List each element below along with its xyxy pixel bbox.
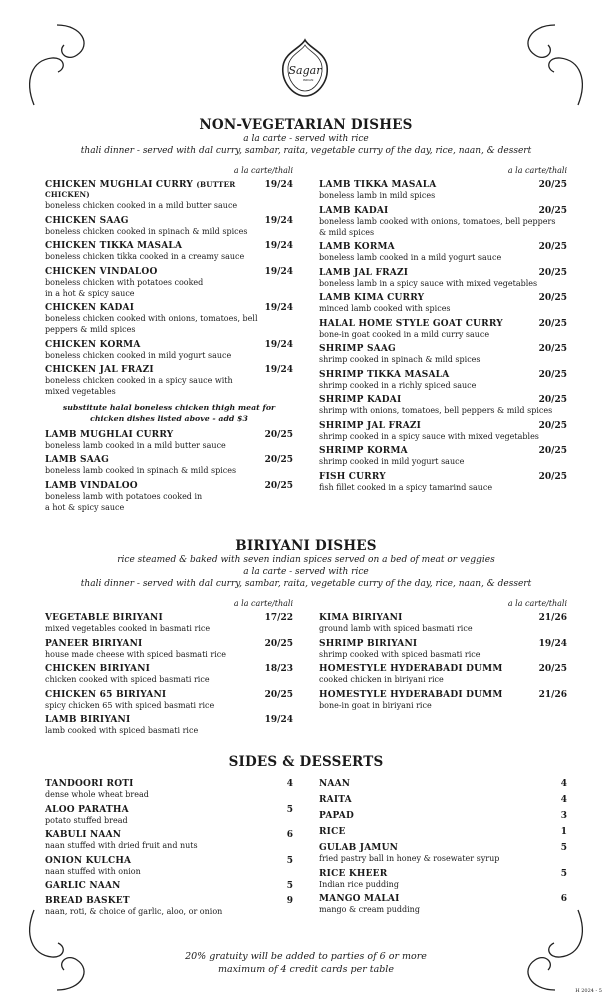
item-desc: boneless chicken cooked in spinach & mild spices: [45, 226, 248, 236]
item-name: SHRIMP KADAI: [319, 395, 402, 405]
item-name: LAMB TIKKA MASALA: [319, 180, 437, 190]
item-name: CHICKEN BIRIYANI: [45, 664, 151, 674]
menu-item: [45, 830, 293, 851]
item-price: 3: [560, 811, 567, 821]
item-desc: boneless chicken cooked in mild yogurt sauce: [45, 350, 232, 360]
menu-item: [45, 455, 293, 476]
item-desc: naan, roti, & choice of garlic, aloo, or onion: [45, 906, 223, 916]
menu-item: [45, 639, 293, 660]
item-price: 19/24: [538, 638, 567, 649]
item-price: 20/25: [264, 429, 293, 440]
item-name: CHICKEN JAL FRAZI: [45, 365, 154, 375]
item-desc: mixed vegetables cooked in basmati rice: [45, 624, 211, 633]
item-name: SHRIMP JAL FRAZI: [319, 420, 422, 431]
non-veg-col-header-right: a la carte/thali: [507, 166, 567, 175]
item-price: 5: [286, 881, 293, 891]
item-price: 6: [560, 894, 567, 904]
item-desc: shrimp cooked with spiced basmati rice: [319, 649, 481, 659]
item-name: PANEER BIRIYANI: [45, 638, 143, 649]
non-veg-title: NON-VEGETARIAN DISHES: [199, 117, 413, 133]
item-name: HALAL HOME STYLE GOAT CURRY: [319, 318, 503, 329]
item-name: HOMESTYLE HYDERABADI DUMM: [319, 664, 503, 674]
item-price: 4: [560, 779, 567, 789]
menu-item: [45, 365, 293, 397]
sides-right-column: [319, 779, 567, 920]
item-price: 19/24: [264, 365, 293, 375]
biriyani-col-header-right: a la carte/thali: [507, 599, 567, 608]
item-name: SHRIMP BIRIYANI: [319, 638, 418, 649]
item-desc: chicken cooked with spiced basmati rice: [45, 675, 210, 684]
menu-item: [45, 216, 293, 237]
item-desc: naan stuffed with onion: [45, 866, 141, 876]
menu-item: [319, 293, 567, 314]
menu-item: [45, 481, 293, 513]
item-price: 19/24: [264, 180, 293, 190]
item-price: 5: [560, 868, 567, 879]
menu-item: [45, 241, 293, 262]
item-desc: fried pastry ball in honey & rosewater syrup: [319, 854, 500, 863]
item-name-extra: (BUTTER CHICKEN): [45, 180, 236, 199]
item-price: 19/24: [264, 303, 293, 313]
substitution-note-line-2: chicken dishes listed above - add $3: [90, 413, 248, 423]
menu-item: [319, 827, 567, 837]
sides-left-column: [45, 779, 293, 921]
item-desc: boneless lamb with potatoes cooked in: [45, 491, 203, 501]
item-price: 5: [560, 843, 567, 853]
item-desc: dense whole wheat bread: [45, 790, 149, 799]
gratuity-note: 20% gratuity will be added to parties of 6 or more: [185, 951, 427, 962]
menu-item: [45, 180, 293, 211]
menu-item: [45, 340, 293, 361]
menu-item: [45, 664, 293, 685]
item-price: 19/24: [264, 715, 293, 725]
logo-tagline: INDIAN: [302, 78, 314, 82]
item-name: HOMESTYLE HYDERABADI DUMM: [319, 689, 503, 700]
menu-item: [319, 843, 567, 864]
item-price: 20/25: [264, 455, 293, 465]
biriyani-right-column: [319, 613, 567, 715]
item-desc: spicy chicken 65 with spiced basmati rice: [45, 700, 215, 710]
biriyani-left-column: [45, 613, 293, 741]
item-name: LAMB SAAG: [45, 455, 109, 465]
page-code: H 2024 - 5: [575, 988, 602, 994]
menu-item: [319, 690, 567, 711]
non-veg-col-header-left: a la carte/thali: [233, 166, 293, 175]
non-veg-subtitle-2: thali dinner - served with dal curry, sambar, raita, vegetable curry of the day, rice, naan, & dessert: [80, 146, 532, 156]
item-desc: ground lamb with spiced basmati rice: [319, 624, 473, 633]
item-name: RICE KHEER: [319, 868, 388, 879]
item-desc: potato stuffed bread: [45, 815, 128, 825]
item-desc: cooked chicken in biriyani rice: [319, 675, 444, 684]
item-name: LAMB KIMA CURRY: [319, 293, 425, 303]
restaurant-logo: [275, 38, 335, 100]
substitution-note-line-1: substitute halal boneless chicken thigh meat for: [62, 402, 276, 412]
item-name: LAMB MUGHLAI CURRY: [45, 429, 174, 440]
item-desc-line-2: peppers & mild spices: [45, 325, 136, 334]
biriyani-title: BIRIYANI DISHES: [235, 538, 377, 554]
menu-item: [319, 664, 567, 685]
item-price: 4: [560, 795, 567, 805]
menu-item: [319, 869, 567, 890]
menu-item: [319, 370, 567, 391]
item-desc: minced lamb cooked with spices: [319, 304, 451, 313]
item-desc: boneless lamb cooked in a mild yogurt sauce: [319, 253, 502, 262]
item-desc: boneless lamb in mild spices: [319, 191, 436, 200]
item-price: 5: [286, 804, 293, 815]
menu-item: [45, 856, 293, 877]
item-price: 20/25: [264, 480, 293, 491]
item-name: KABULI NAAN: [45, 830, 122, 840]
logo-brand: Sagar: [288, 64, 322, 77]
biriyani-subtitle-3: thali dinner - served with dal curry, sambar, raita, vegetable curry of the day, rice, naan, & dessert: [80, 579, 532, 589]
item-name: LAMB KADAI: [319, 205, 389, 216]
biriyani-col-header-left: a la carte/thali: [233, 599, 293, 608]
item-price: 20/25: [538, 267, 567, 278]
item-desc: boneless lamb cooked in spinach & mild spices: [45, 466, 237, 475]
item-price: 1: [560, 827, 567, 837]
item-name: CHICKEN 65 BIRIYANI: [45, 689, 167, 700]
item-name: CHICKEN TIKKA MASALA: [45, 241, 183, 251]
menu-item: [319, 319, 567, 340]
item-desc: mango & cream pudding: [319, 905, 420, 914]
item-name: MANGO MALAI: [319, 894, 400, 904]
substitution-note: [45, 402, 293, 424]
item-price: 4: [286, 779, 293, 789]
menu-item: [319, 894, 567, 915]
item-desc: bone-in goat in biriyani rice: [319, 700, 432, 710]
item-name: TANDOORI ROTI: [45, 779, 134, 789]
item-name: FISH CURRY: [319, 471, 386, 482]
item-price: 19/24: [264, 266, 293, 277]
item-price: 18/23: [264, 664, 293, 674]
menu-item: [319, 446, 567, 467]
menu-item: [319, 242, 567, 263]
item-name: ALOO PARATHA: [45, 804, 129, 815]
corner-flourish-top-left: [22, 20, 112, 110]
non-veg-right-column: [319, 180, 567, 497]
item-name: SHRIMP TIKKA MASALA: [319, 369, 450, 380]
item-desc: fish fillet cooked in a spicy tamarind sauce: [319, 482, 493, 492]
item-desc-line-2: a hot & spicy sauce: [45, 502, 125, 512]
item-desc: house made cheese with spiced basmati rice: [45, 649, 226, 659]
item-price: 21/26: [538, 613, 567, 623]
item-price: 20/25: [264, 689, 293, 700]
item-price: 20/25: [264, 638, 293, 649]
menu-item: [45, 613, 293, 634]
item-name: KIMA BIRIYANI: [319, 613, 403, 623]
item-desc: boneless chicken cooked in a mild butter sauce: [45, 201, 238, 210]
item-price: 20/25: [538, 395, 567, 405]
menu-item: [45, 805, 293, 826]
item-name: LAMB BIRIYANI: [45, 715, 131, 725]
item-price: 5: [286, 855, 293, 866]
item-desc: naan stuffed with dried fruit and nuts: [45, 841, 198, 850]
item-desc-line-2: in a hot & spicy sauce: [45, 288, 135, 298]
item-name: CHICKEN KORMA: [45, 339, 141, 350]
biriyani-subtitle-1: rice steamed & baked with seven indian spices served on a bed of meat or veggies: [117, 555, 495, 565]
menu-item: [319, 180, 567, 201]
item-desc: boneless chicken with potatoes cooked: [45, 277, 204, 287]
menu-item: [319, 395, 567, 416]
item-price: 20/25: [538, 180, 567, 190]
menu-item: [319, 613, 567, 634]
footer-notes: [0, 950, 612, 976]
item-name: GULAB JAMUN: [319, 843, 399, 853]
item-price: 20/25: [538, 242, 567, 252]
item-price: 9: [286, 895, 293, 906]
item-price: 21/26: [538, 689, 567, 700]
menu-item: [45, 690, 293, 711]
item-desc-line-2: & mild spices: [319, 227, 375, 237]
item-name: BREAD BASKET: [45, 895, 130, 906]
non-veg-subtitle-1: a la carte - served with rice: [243, 134, 369, 144]
item-desc: shrimp cooked in a richly spiced sauce: [319, 380, 477, 390]
item-name: CHICKEN KADAI: [45, 303, 135, 313]
item-desc: boneless lamb in a spicy sauce with mixed vegetables: [319, 278, 538, 288]
item-desc-line-2: mixed vegetables: [45, 387, 116, 396]
menu-item: [45, 267, 293, 299]
item-desc: shrimp with onions, tomatoes, bell peppers & mild spices: [319, 406, 553, 415]
menu-item: [45, 779, 293, 800]
item-desc: boneless lamb cooked in a mild butter sauce: [45, 440, 226, 450]
menu-item: [45, 430, 293, 451]
item-name: PAPAD: [319, 811, 354, 821]
item-price: 19/24: [264, 215, 293, 226]
menu-item: [319, 639, 567, 660]
item-desc: shrimp cooked in spinach & mild spices: [319, 355, 481, 364]
menu-item: [319, 421, 567, 442]
item-name: SHRIMP KORMA: [319, 446, 408, 456]
item-price: 17/22: [264, 613, 293, 623]
credit-card-note: maximum of 4 credit cards per table: [218, 964, 394, 975]
item-desc: boneless chicken cooked with onions, tomatoes, bell: [45, 314, 258, 323]
item-price: 20/25: [538, 664, 567, 674]
item-name: SHRIMP SAAG: [319, 344, 396, 354]
menu-item: [319, 779, 567, 789]
item-name: LAMB JAL FRAZI: [319, 267, 409, 278]
item-price: 6: [286, 830, 293, 840]
item-desc: boneless chicken cooked in a spicy sauce with: [45, 376, 233, 385]
menu-item: [319, 344, 567, 365]
item-name: GARLIC NAAN: [45, 881, 121, 891]
non-veg-left-column: [45, 180, 293, 517]
item-price: 19/24: [264, 339, 293, 350]
item-price: 20/25: [538, 318, 567, 329]
menu-item: [319, 811, 567, 821]
item-desc: boneless chicken tikka cooked in a creamy sauce: [45, 252, 245, 261]
item-price: 20/25: [538, 369, 567, 380]
item-price: 19/24: [264, 241, 293, 251]
item-name: CHICKEN SAAG: [45, 215, 129, 226]
menu-item: [45, 715, 293, 736]
item-price: 20/25: [538, 205, 567, 216]
item-desc: boneless lamb cooked with onions, tomatoes, bell peppers: [319, 216, 556, 226]
item-price: 20/25: [538, 471, 567, 482]
item-name: RAITA: [319, 795, 352, 805]
menu-item: [45, 303, 293, 335]
item-name: LAMB KORMA: [319, 242, 395, 252]
menu-item: [45, 881, 293, 891]
item-name: VEGETABLE BIRIYANI: [45, 613, 163, 623]
corner-flourish-top-right: [500, 20, 590, 110]
item-desc: bone-in goat cooked in a mild curry sauce: [319, 329, 490, 339]
sides-title: SIDES & DESSERTS: [228, 754, 384, 770]
item-price: 20/25: [538, 420, 567, 431]
item-name: CHICKEN MUGHLAI CURRY (BUTTER CHICKEN): [45, 180, 236, 199]
item-desc: Indian rice pudding: [319, 879, 399, 889]
item-price: 20/25: [538, 293, 567, 303]
item-name: CHICKEN VINDALOO: [45, 266, 158, 277]
item-desc: lamb cooked with spiced basmati rice: [45, 726, 199, 735]
item-name: RICE: [319, 827, 346, 837]
item-price: 20/25: [538, 344, 567, 354]
menu-item: [319, 206, 567, 238]
menu-item: [319, 795, 567, 805]
menu-item: [319, 472, 567, 493]
menu-item: [319, 268, 567, 289]
item-price: 20/25: [538, 446, 567, 456]
item-desc: shrimp cooked in mild yogurt sauce: [319, 457, 465, 466]
item-desc: shrimp cooked in a spicy sauce with mixed vegetables: [319, 431, 539, 441]
biriyani-subtitle-2: a la carte - served with rice: [243, 567, 369, 577]
item-name: ONION KULCHA: [45, 855, 132, 866]
item-name: NAAN: [319, 779, 351, 789]
menu-item: [45, 896, 293, 917]
item-name: LAMB VINDALOO: [45, 480, 138, 491]
